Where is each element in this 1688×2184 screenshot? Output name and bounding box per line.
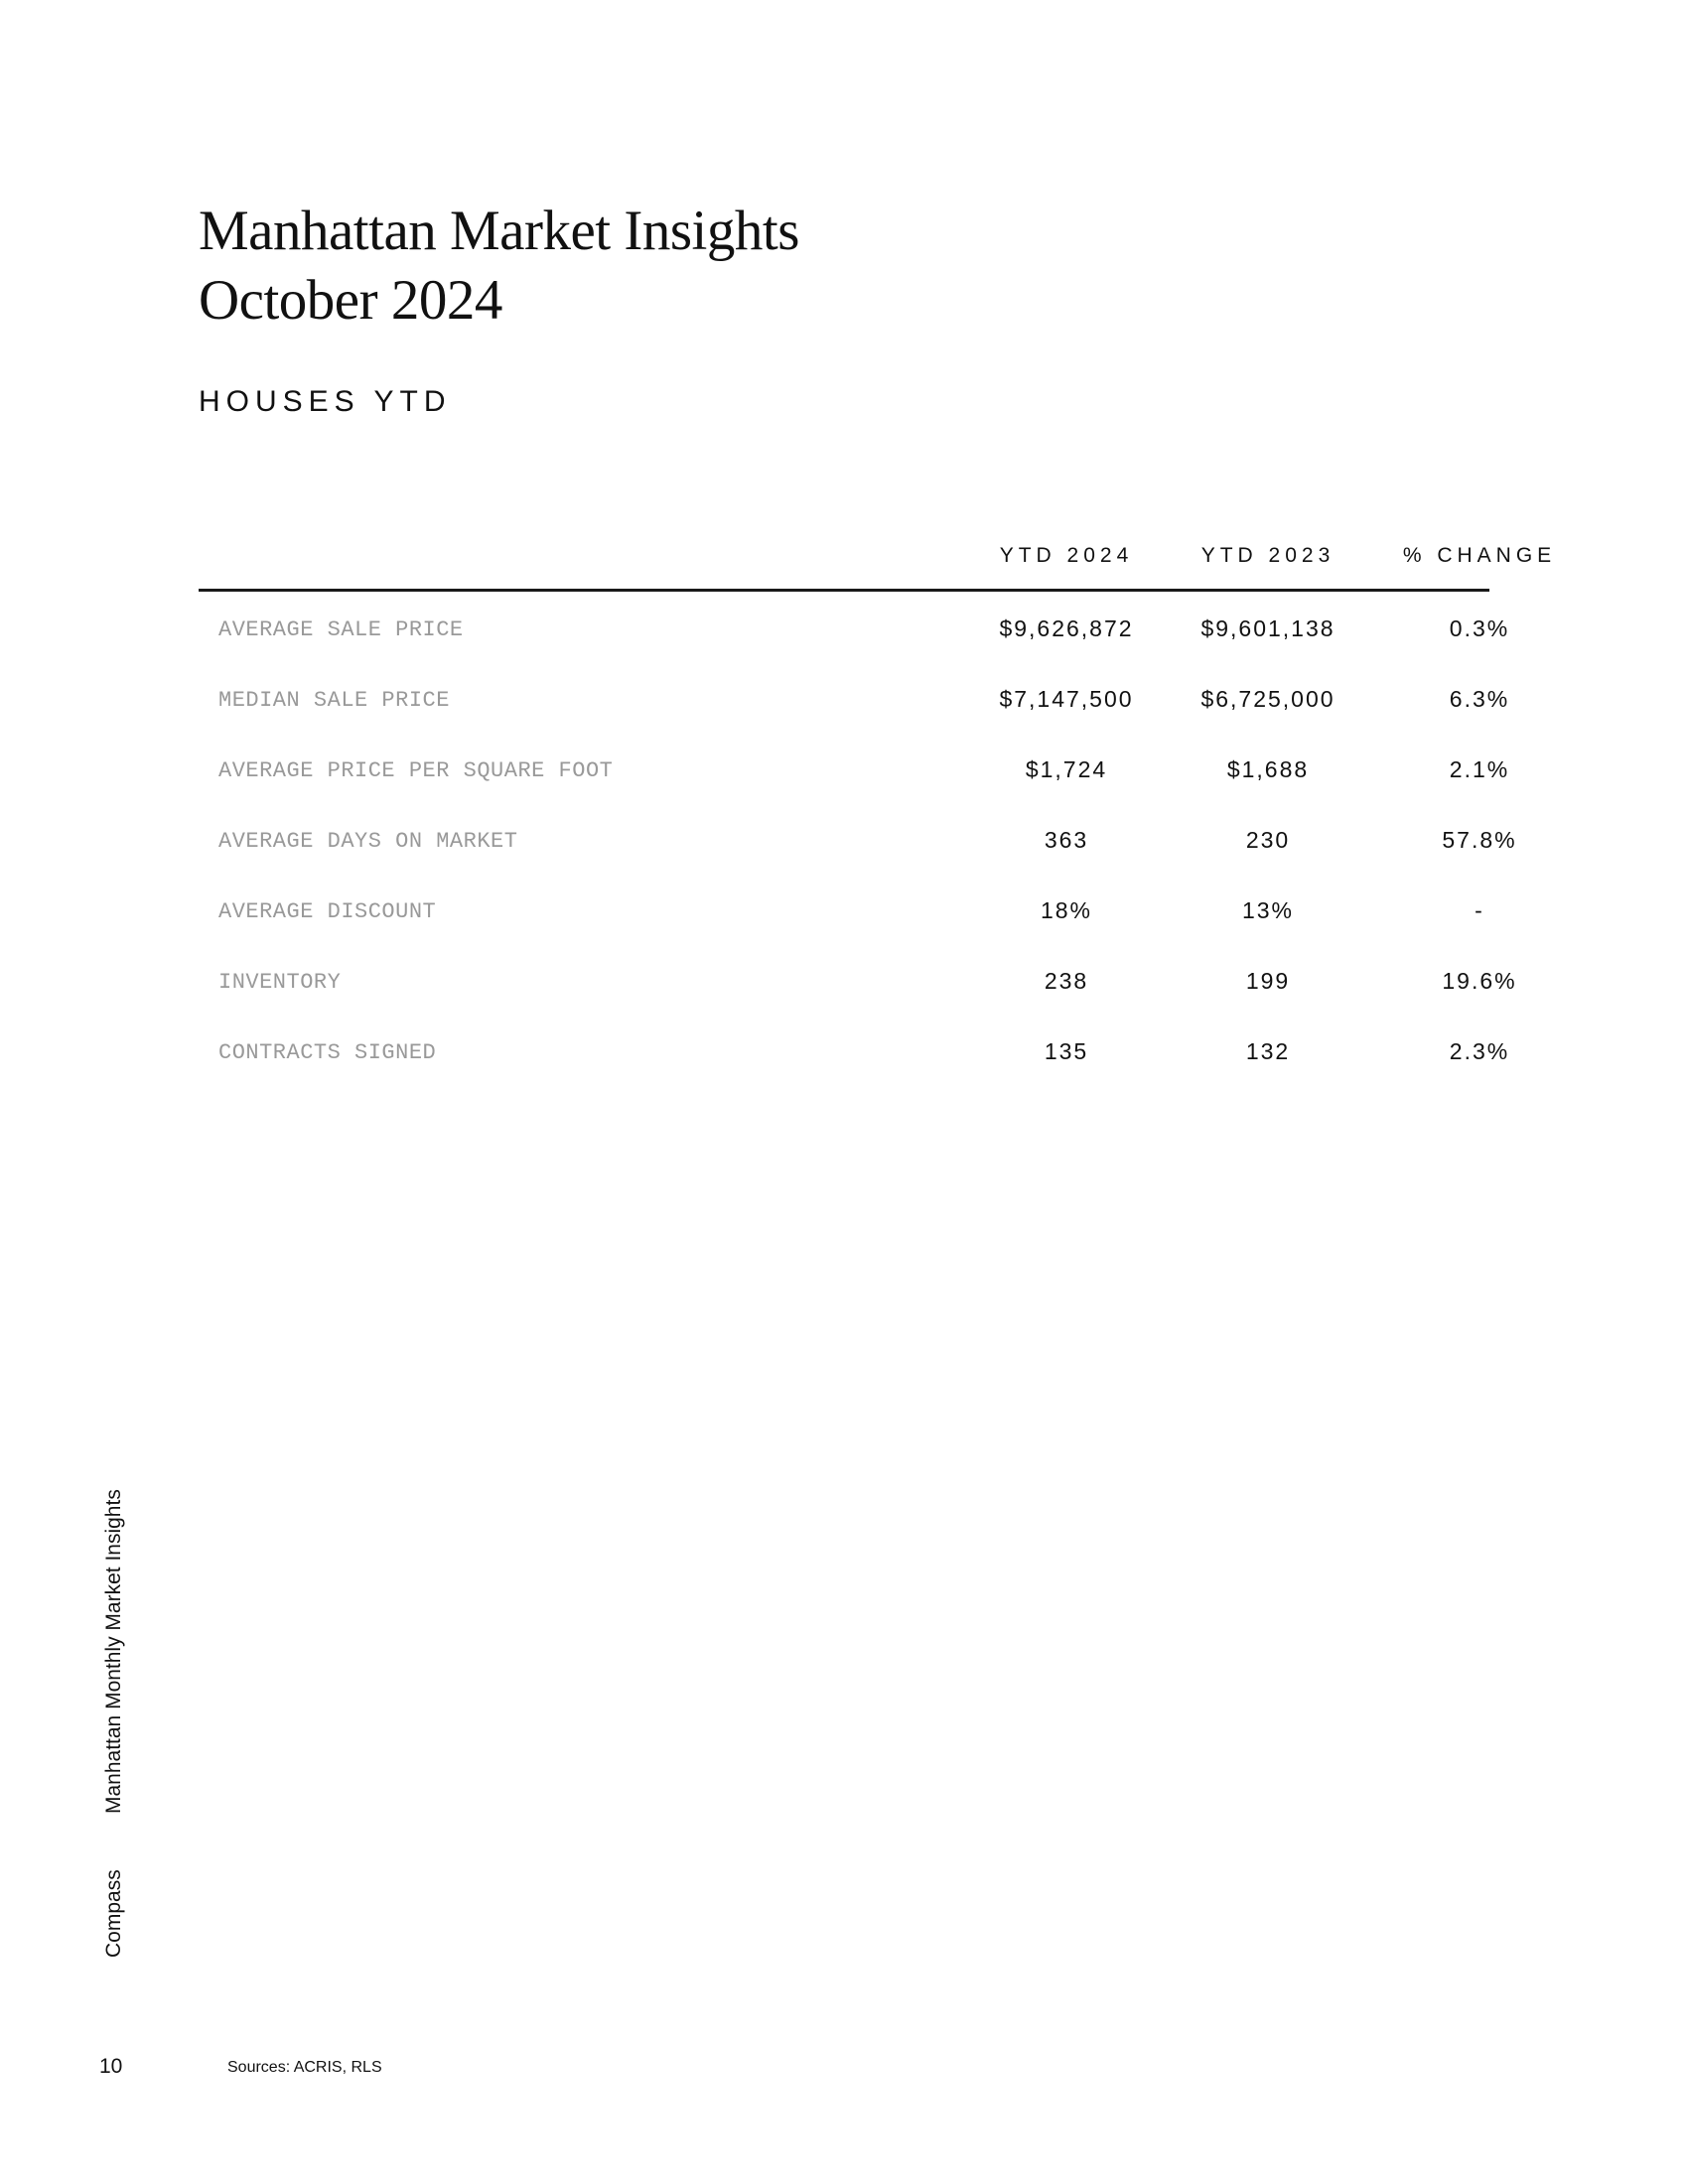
- cell-change: 6.3%: [1449, 686, 1510, 712]
- sidebar-publication-title: Manhattan Monthly Market Insights: [102, 1489, 125, 1814]
- cell-ytd-2023: $1,688: [1226, 756, 1310, 782]
- table-row: [199, 958, 1517, 1028]
- sources-note: Sources: ACRIS, RLS: [227, 2059, 382, 2076]
- table-row: [199, 606, 1510, 676]
- cell-change: 2.3%: [1449, 1038, 1510, 1064]
- row-label: INVENTORY: [218, 970, 342, 995]
- row-label: AVERAGE SALE PRICE: [218, 617, 464, 642]
- cell-change: 57.8%: [1442, 827, 1517, 853]
- market-stats-table: [199, 536, 1557, 1065]
- column-header-change: % CHANGE: [1402, 544, 1557, 567]
- column-header-ytd-2024: YTD 2024: [999, 544, 1134, 567]
- cell-ytd-2024: 18%: [1040, 897, 1093, 923]
- cell-ytd-2023: $9,601,138: [1200, 615, 1336, 641]
- cell-change: 0.3%: [1449, 615, 1510, 641]
- cell-change: -: [1475, 897, 1484, 923]
- page-title: [199, 197, 799, 336]
- cell-ytd-2023: 132: [1245, 1038, 1291, 1064]
- row-label: AVERAGE DAYS ON MARKET: [218, 829, 518, 854]
- sidebar-brand: Compass: [102, 1869, 125, 1958]
- row-label: CONTRACTS SIGNED: [218, 1040, 437, 1065]
- cell-ytd-2024: 363: [1044, 827, 1089, 853]
- row-label: AVERAGE DISCOUNT: [218, 899, 437, 924]
- cell-ytd-2024: $7,147,500: [999, 686, 1134, 712]
- cell-ytd-2024: 135: [1044, 1038, 1089, 1064]
- cell-ytd-2023: 230: [1245, 827, 1291, 853]
- table-row: [199, 817, 1517, 887]
- column-header-ytd-2023: YTD 2023: [1200, 544, 1336, 567]
- cell-ytd-2024: 238: [1044, 968, 1089, 994]
- cell-ytd-2024: $1,724: [1025, 756, 1108, 782]
- table-body: [199, 606, 1517, 1099]
- cell-ytd-2024: $9,626,872: [999, 615, 1134, 641]
- cell-change: 2.1%: [1449, 756, 1510, 782]
- table-header: [199, 536, 1557, 589]
- cell-change: 19.6%: [1442, 968, 1517, 994]
- cell-ytd-2023: $6,725,000: [1200, 686, 1336, 712]
- title-line-1: Manhattan Market Insights: [199, 200, 799, 262]
- page-number: 10: [99, 2055, 123, 2078]
- row-label: MEDIAN SALE PRICE: [218, 688, 450, 713]
- table-row: [199, 676, 1510, 747]
- row-label: AVERAGE PRICE PER SQUARE FOOT: [218, 758, 614, 783]
- cell-ytd-2023: 13%: [1241, 897, 1295, 923]
- table-row: [199, 1028, 1510, 1099]
- table-row: [199, 887, 1489, 958]
- title-line-2: October 2024: [199, 269, 502, 332]
- table-row: [199, 747, 1510, 817]
- header-divider: [199, 589, 1489, 592]
- section-heading: HOUSES YTD: [199, 385, 452, 418]
- cell-ytd-2023: 199: [1245, 968, 1291, 994]
